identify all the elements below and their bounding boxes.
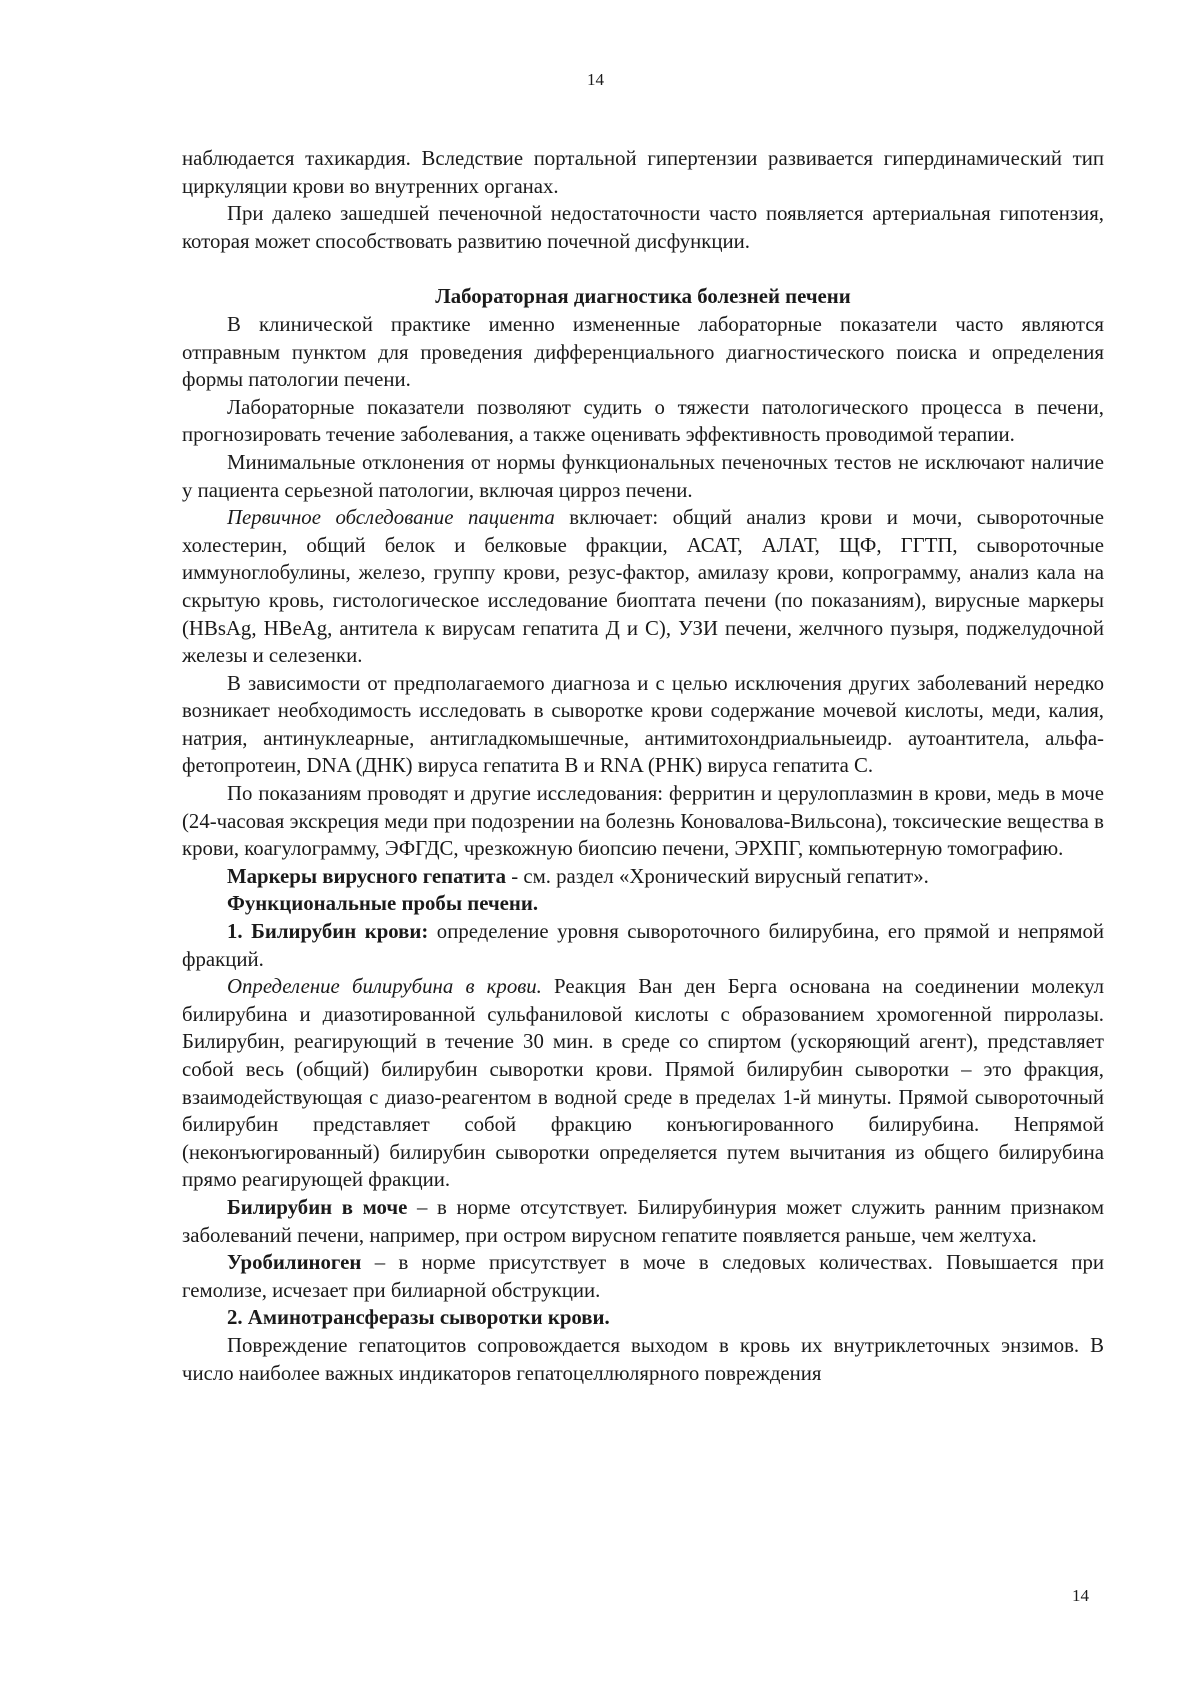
paragraph-hepatocyte-damage: Повреждение гепатоцитов сопровождается выходом в кровь их внутриклеточных энзимов. В число наиболее важных индикаторов гепатоцеллюлярного повреждения	[182, 1333, 1104, 1385]
urobilinogen-term: Уробилиноген	[227, 1251, 362, 1275]
paragraph-function-tests	[182, 890, 1104, 918]
paragraph-aminotransferases	[182, 1304, 1104, 1332]
page-number-top: 14	[587, 70, 604, 89]
bilirubin-blood-text: определение уровня сывороточного билирубина, его прямой и непрямой фракций.	[182, 920, 1105, 971]
page-number-bottom: 14	[1072, 1586, 1089, 1605]
paragraph-hypotension: При далеко зашедшей печеночной недостаточности часто появляется артериальная гипотензия, которая может способствовать развитию почечной дисфункции.	[182, 202, 1104, 253]
aminotransferases-term: 2. Аминотрансферазы сыворотки крови.	[227, 1306, 610, 1330]
urobilinogen-text: – в норме присутствует в моче в следовых количествах. Повышается при гемолизе, исчезает при билиарной обструкции.	[182, 1251, 1104, 1302]
bilirubin-blood-term: 1. Билирубин крови:	[227, 920, 429, 944]
paragraph-bilirubin-method	[182, 973, 1104, 1194]
paragraph-bilirubin-blood	[182, 918, 1104, 973]
viral-markers-text: - см. раздел «Хронический вирусный гепатит».	[506, 864, 929, 888]
paragraph-urobilinogen	[182, 1249, 1104, 1304]
paragraph-other-studies: По показаниям проводят и другие исследования: ферритин и церулоплазмин в крови, медь в моче (24-часовая экскреция меди при подозрении на болезнь Коновалова-Вильсона), токсические вещества в крови, коагулограмму, ЭФГДС, чрезкожную биопсию печени, ЭРХПГ, компьютерную томографию.	[182, 782, 1104, 861]
document-body	[182, 145, 1104, 1387]
bilirubin-method-term: Определение билирубина в крови.	[227, 975, 542, 999]
bilirubin-method-text: Реакция Ван ден Берга основана на соединении молекул билирубина и диазотированной сульфаниловой кислоты с образованием хромогенной пирролазы. Билирубин, реагирующий в течение 30 мин. в среде со спиртом (ускоряющий агент), представляет собой весь (общий) билирубин сыворотки крови. Прямой билирубин сыворотки – это фракция, взаимодействующая с диазо-реагентом в водной среде в пределах 1-й минуты. Прямой сывороточный билирубин представляет собой фракцию конъюгированного билирубина. Непрямой (неконъюгированный) билирубин сыворотки определяется путем вычитания из общего билирубина прямо реагирующей фракции.	[182, 975, 1104, 1192]
function-tests-term: Функциональные пробы печени.	[227, 892, 539, 916]
paragraph-lab-indicators: Лабораторные показатели позволяют судить о тяжести патологического процесса в печени, прогнозировать течение заболевания, а также оценивать эффективность проводимой терапии.	[182, 395, 1104, 447]
paragraph-minimal-deviations: Минимальные отклонения от нормы функциональных печеночных тестов не исключают наличие у пациента серьезной патологии, включая цирроз печени.	[182, 450, 1104, 502]
bilirubin-urine-term: Билирубин в моче	[227, 1195, 408, 1219]
paragraph-primary-exam	[182, 504, 1104, 670]
paragraph-clinical-practice: В клинической практике именно измененные лабораторные показатели часто являются отправным пунктом для проведения дифференциального диагностического поиска и определения формы патологии печени.	[182, 312, 1104, 392]
paragraph-differential: В зависимости от предполагаемого диагноза и с целью исключения других заболеваний нередко возникает необходимость исследовать в сыворотке крови содержание мочевой кислоты, меди, калия, натрия, антинуклеарные, антигладкомышечные, антимитохондриальныеидр. аутоантитела, альфа-фетопротеин, DNA (ДНК) вируса гепатита В и RNA (РНК) вируса гепатита С.	[182, 671, 1104, 778]
viral-markers-term: Маркеры вирусного гепатита	[227, 864, 507, 888]
section-heading: Лабораторная диагностика болезней печени	[435, 285, 851, 309]
primary-exam-term: Первичное обследование пациента	[227, 506, 555, 530]
paragraph-viral-markers	[182, 863, 1104, 891]
paragraph-bilirubin-urine	[182, 1194, 1104, 1249]
primary-exam-text: включает: общий анализ крови и мочи, сывороточные холестерин, общий белок и белковые фракции, АСАТ, АЛАТ, ЩФ, ГГТП, сывороточные иммуноглобулины, железо, группу крови, резус-фактор, амилазу крови, копрограмму, анализ кала на скрытую кровь, гистологическое исследование биоптата печени (по показаниям), вирусные маркеры (HBsAg, HBeAg, антитела к вирусам гепатита Д и С), УЗИ печени, желчного пузыря, поджелудочной железы и селезенки.	[182, 506, 1104, 668]
paragraph-tachycardia: наблюдается тахикардия. Вследствие портальной гипертензии развивается гипердинамический тип циркуляции крови во внутренних органах.	[182, 147, 1104, 198]
bilirubin-urine-text: – в норме отсутствует. Билирубинурия может служить ранним признаком заболеваний печени, например, при остром вирусном гепатите появляется раньше, чем желтуха.	[182, 1195, 1104, 1247]
